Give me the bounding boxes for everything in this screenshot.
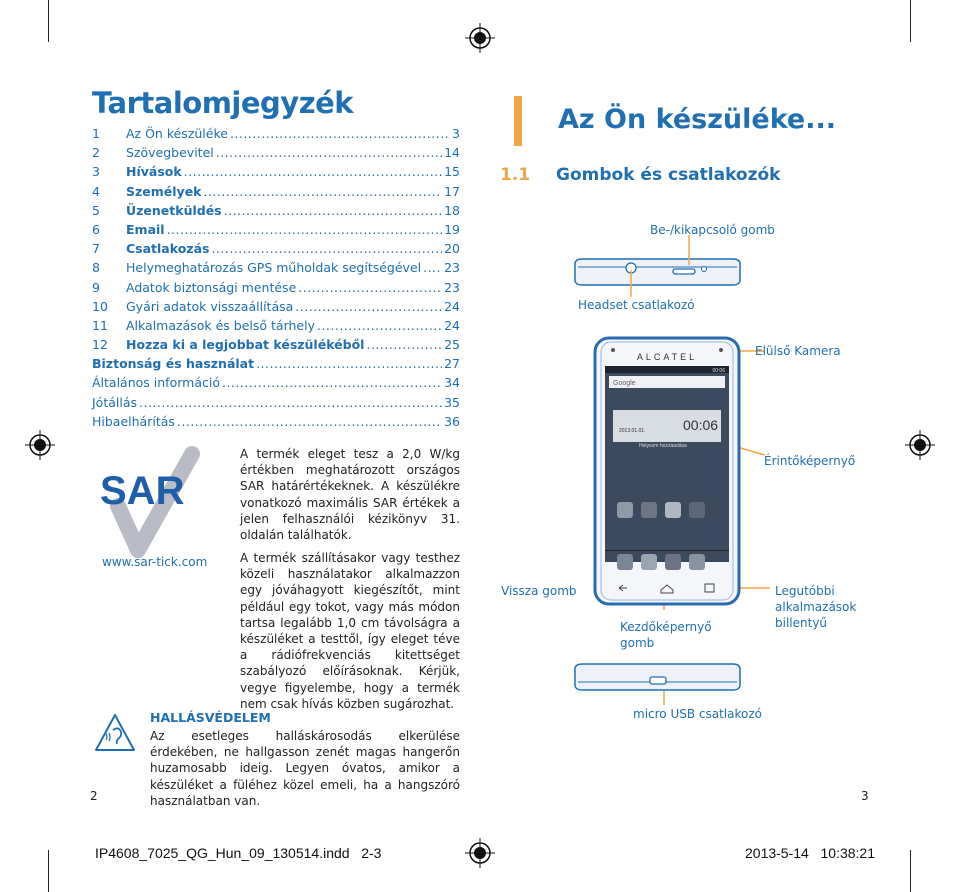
toc-entry-page: 25 — [444, 337, 460, 353]
toc-entry-title: Helymeghatározás GPS műholdak segítségével — [126, 260, 422, 276]
label-micro-usb: micro USB csatlakozó — [633, 707, 762, 721]
title-accent-bar — [514, 96, 522, 146]
toc-entry-number: 12 — [92, 337, 108, 353]
phone-brand: ALCATEL — [636, 352, 698, 362]
toc-entry-title: Alkalmazások és belső tárhely — [126, 317, 315, 333]
toc-leader-dots — [295, 299, 442, 314]
label-home-button: Kezdőképernyő gomb — [620, 620, 712, 650]
toc-leader-dots — [224, 203, 442, 218]
label-power-button: Be-/kikapcsoló gomb — [650, 223, 775, 237]
label-front-camera: Elülső Kamera — [755, 344, 841, 358]
sar-tick-logo — [96, 446, 208, 558]
label-back-button: Vissza gomb — [501, 584, 577, 598]
toc-entry-title: Üzenetküldés — [126, 202, 222, 218]
toc-entry-title: Hívások — [126, 164, 182, 180]
toc-entry-page: 18 — [444, 202, 460, 218]
toc-leader-dots — [203, 184, 442, 199]
toc-entry[interactable] — [92, 337, 460, 356]
label-recent-apps: Legutóbbi alkalmazások billentyű — [775, 584, 857, 630]
toc-entry[interactable] — [92, 164, 460, 183]
toc-leader-dots — [317, 318, 442, 333]
registration-mark-icon — [25, 430, 55, 460]
crop-mark — [48, 850, 49, 892]
toc-leader-dots — [177, 414, 442, 429]
toc-entry[interactable] — [92, 299, 460, 318]
sar-logo-text: SAR — [100, 469, 185, 513]
toc-entry-title: Gyári adatok visszaállítása — [126, 298, 294, 314]
toc-entry-title: Személyek — [126, 183, 202, 199]
hearing-text: Az esetleges halláskárosodás elkerülése érdekében, ne hallgasson zenét magas hangerőn huzamosabb ideig. Legyen óvatos, amikor a készüléket a füléhez közel emeli, ha a hangszóró használatban van. — [150, 729, 460, 808]
toc-entry-number: 6 — [92, 221, 100, 237]
toc-leader-dots — [298, 280, 442, 295]
status-time: 00:06 — [712, 368, 725, 374]
toc-entry[interactable] — [92, 260, 460, 279]
toc-title: Tartalomjegyzék — [92, 86, 354, 120]
toc-entry[interactable] — [92, 395, 460, 414]
toc-entry-title: Email — [126, 221, 165, 237]
toc-entry-number: 8 — [92, 260, 100, 276]
toc-entry-title: Adatok biztonsági mentése — [126, 279, 297, 295]
toc-entry[interactable] — [92, 126, 460, 145]
toc-leader-dots — [222, 375, 442, 390]
toc-leader-dots — [216, 145, 442, 160]
toc-entry[interactable] — [92, 145, 460, 164]
toc-entry-number: 9 — [92, 279, 100, 295]
toc-entry[interactable] — [92, 414, 460, 433]
toc-entry-number: 11 — [92, 317, 108, 333]
footer-file: IP4608_7025_QG_Hun_09_130514.indd 2-3 — [95, 845, 382, 861]
toc-entry-number: 10 — [92, 298, 108, 314]
toc-entry-title: Biztonság és használat — [92, 356, 255, 372]
toc-entry-page: 35 — [444, 394, 460, 410]
registration-mark-icon — [465, 23, 495, 53]
toc-entry-number: 7 — [92, 241, 100, 257]
table-of-contents — [92, 126, 460, 433]
toc-entry-number: 5 — [92, 202, 100, 218]
sar-paragraph-1: A termék eleget tesz a 2,0 W/kg értékben meghatározott országos SAR határértékeknek. A készülékre vonatkozó maximális SAR értékek a jelen felhasználói kézikönyv 31. oldalán találhatók. — [240, 447, 460, 543]
toc-entry-number: 1 — [92, 126, 100, 141]
toc-entry-page: 23 — [444, 260, 460, 276]
toc-entry-title: Az Ön készüléke — [126, 126, 228, 141]
registration-mark-icon — [465, 838, 495, 868]
toc-entry-page: 27 — [444, 356, 460, 372]
toc-entry[interactable] — [92, 184, 460, 203]
toc-entry[interactable] — [92, 203, 460, 222]
hearing-title: HALLÁSVÉDELEM — [150, 710, 271, 725]
toc-entry[interactable] — [92, 318, 460, 337]
toc-entry-page: 17 — [444, 183, 460, 199]
toc-entry-page: 24 — [444, 317, 460, 333]
toc-entry-title: Hozza ki a legjobbat készülékéből — [126, 337, 365, 353]
section-title: Gombok és csatlakozók — [556, 165, 781, 185]
sar-url[interactable]: www.sar-tick.com — [102, 555, 208, 569]
page-number-right: 3 — [861, 789, 869, 803]
toc-entry[interactable] — [92, 241, 460, 260]
toc-entry-page: 19 — [444, 221, 460, 237]
widget-clock: 00:06 — [683, 417, 719, 433]
toc-leader-dots — [256, 356, 442, 371]
toc-entry-page: 34 — [444, 375, 460, 391]
widget-label: Helyezm hozzáadása — [639, 443, 687, 449]
toc-entry-title: Jótállás — [92, 394, 138, 410]
toc-leader-dots — [184, 164, 442, 179]
crop-mark — [48, 0, 49, 42]
toc-leader-dots — [139, 395, 442, 410]
toc-entry-page: 36 — [444, 413, 460, 429]
toc-entry-page: 20 — [444, 241, 460, 257]
toc-entry[interactable] — [92, 356, 460, 375]
hearing-warning-icon — [93, 712, 137, 754]
toc-leader-dots — [211, 241, 442, 256]
toc-entry-title: Hibaelhárítás — [92, 413, 175, 429]
footer-timestamp: 2013-5-14 10:38:21 — [745, 845, 875, 861]
toc-entry-title: Csatlakozás — [126, 241, 210, 257]
toc-entry[interactable] — [92, 222, 460, 241]
toc-entry-page: 23 — [444, 279, 460, 295]
toc-entry-page: 15 — [444, 164, 460, 180]
label-touchscreen: Érintőképernyő — [764, 454, 856, 468]
phone-bottom-view — [570, 660, 745, 695]
toc-entry[interactable] — [92, 375, 460, 394]
phone-front-view — [593, 336, 741, 606]
toc-entry-title: Általános információ — [92, 375, 220, 391]
toc-entry-title: Szövegbevitel — [126, 145, 214, 161]
search-label: Google — [613, 380, 636, 387]
page-title: Az Ön készüléke... — [558, 104, 837, 135]
toc-entry-page: 24 — [444, 298, 460, 314]
widget-date: 2013.01.01. — [619, 428, 646, 434]
toc-entry[interactable] — [92, 280, 460, 299]
toc-entry-page: 3 — [452, 126, 460, 141]
toc-entry-number: 4 — [92, 183, 100, 199]
toc-leader-dots — [230, 126, 450, 141]
toc-entry-page: 14 — [444, 145, 460, 161]
toc-entry-number: 3 — [92, 164, 100, 180]
toc-leader-dots — [366, 337, 442, 352]
toc-leader-dots — [423, 260, 442, 275]
label-headset-jack: Headset csatlakozó — [578, 298, 695, 312]
toc-entry-number: 2 — [92, 145, 100, 161]
sar-paragraph-2: A termék szállításakor vagy testhez közeli használatakor alkalmazzon egy jóváhagyott kiegészítőt, mint például egy tokot, vagy más módon tartsa legalább 1,0 cm távolságra a készüléket a testtől, így eleget téve a rádiófrekvenciás kitettséget szabályozó előírásoknak. Kérjük, vegye figyelembe, hogy a termék nem csak hívás közben sugározhat. — [240, 551, 460, 711]
toc-leader-dots — [167, 222, 443, 237]
crop-mark — [910, 0, 911, 42]
section-number: 1.1 — [500, 165, 531, 185]
page-number-left: 2 — [90, 789, 98, 803]
crop-mark — [910, 850, 911, 892]
